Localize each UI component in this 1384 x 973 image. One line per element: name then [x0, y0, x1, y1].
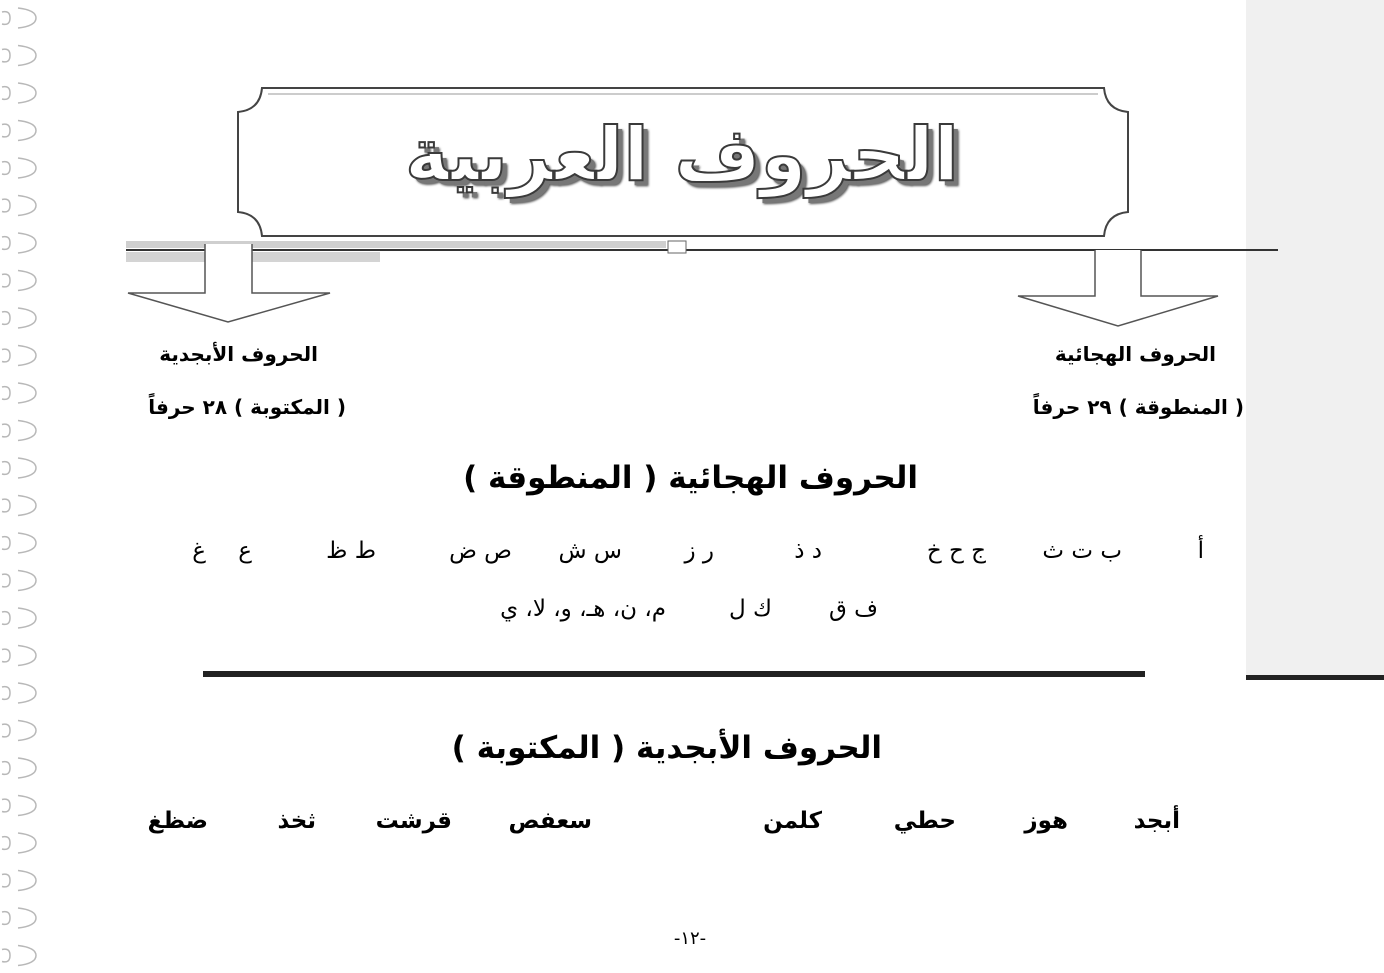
- spoken-letter-group: ط ظ: [326, 538, 376, 564]
- spoken-letter-group: أ: [1197, 538, 1204, 564]
- main-title: الحروف العربية: [404, 112, 960, 198]
- spoken-letter-group: ر ز: [684, 538, 714, 564]
- left-branch-name: الحروف الأبجدية: [159, 342, 318, 366]
- spoken-letter-group: ج ح خ: [926, 538, 986, 564]
- abjad-word: كلمن: [763, 808, 822, 834]
- abjad-word: أبجد: [1133, 808, 1180, 834]
- spoken-letter-group: ف ق: [829, 596, 878, 622]
- page-number: -١٢-: [673, 928, 707, 949]
- spoken-letter-group: ص ض: [449, 538, 512, 564]
- written-heading: الحروف الأبجدية ( المكتوبة ): [451, 730, 882, 766]
- abjad-word: حطي: [893, 808, 956, 834]
- left-branch-detail: ( المكتوبة ) ٢٨ حرفاً: [148, 395, 346, 419]
- spoken-letter-group: س ش: [558, 538, 622, 564]
- abjad-word: ضظغ: [147, 808, 208, 834]
- spoken-letter-group: د ذ: [794, 538, 822, 564]
- spoken-heading: الحروف الهجائية ( المنطوقة ): [463, 460, 918, 496]
- left-gray-bar: [126, 252, 380, 262]
- abjad-word: سعفص: [508, 808, 592, 834]
- spoken-letter-group: غ: [192, 538, 206, 564]
- right-branch-detail: ( المنطوقة ) ٢٩ حرفاً: [1032, 395, 1244, 419]
- abjad-word: هوز: [1024, 808, 1068, 834]
- abjad-word: ثخذ: [277, 808, 316, 834]
- spoken-letter-group: ك ل: [729, 596, 772, 622]
- right-arrow: [1018, 250, 1218, 326]
- spoken-letter-group: ع: [238, 538, 252, 564]
- spoken-letter-group: م، ن، هـ، و، لا، ي: [500, 596, 666, 622]
- abjad-word: قرشت: [375, 808, 452, 834]
- connector-gap-block: [668, 241, 686, 253]
- spoken-letter-group: ب ت ث: [1042, 538, 1122, 564]
- right-branch-name: الحروف الهجائية: [1054, 342, 1216, 366]
- section-divider: [203, 671, 1145, 677]
